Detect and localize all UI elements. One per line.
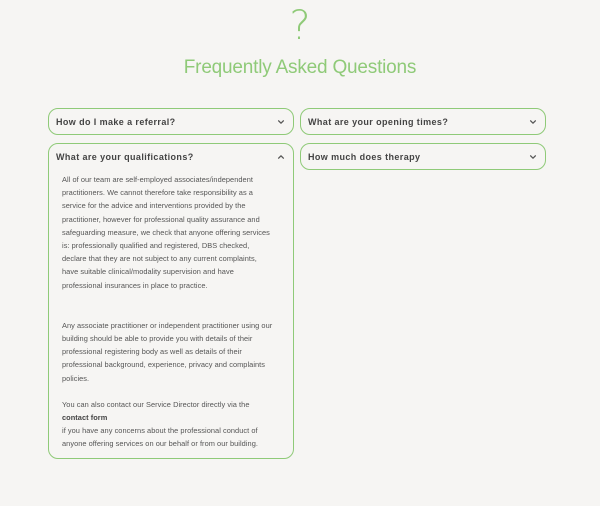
faq-item-opening-times[interactable] [300, 108, 546, 135]
answer-text: You can also contact our Service Director directly via the [62, 399, 250, 409]
chevron-down-icon[interactable] [528, 117, 538, 127]
faq-item-therapy-cost[interactable] [300, 143, 546, 170]
faq-question-text: How much does therapy [308, 152, 421, 162]
chevron-up-icon[interactable] [276, 152, 286, 162]
answer-paragraph: All of our team are self-employed associates/independent practitioners. We cannot therefore take responsibility as a service for the advice and interventions provided by the practitioner, however for professional quality assurance and safeguarding measure, we check that anyone offering services is: professionally qualified and registered, DBS checked, declare that they are not subject to any current complaints, have suitable clinical/modality supervision and have professional insurances in place to practice. [62, 175, 270, 290]
faq-question-text: What are your qualifications? [56, 152, 194, 162]
chevron-down-icon[interactable] [276, 117, 286, 127]
answer-paragraph [62, 398, 275, 451]
contact-form-link[interactable]: contact form [62, 413, 108, 423]
page-title: Frequently Asked Questions [183, 57, 417, 78]
faq-item-qualifications[interactable] [48, 143, 294, 459]
faq-answer [49, 170, 293, 451]
answer-text: if you have any concerns about the professional conduct of anyone offering services on our behalf or from our building. [62, 426, 258, 449]
chevron-down-icon[interactable] [528, 152, 538, 162]
question-mark-icon: ? [289, 3, 311, 49]
faq-item-referral[interactable] [48, 108, 294, 135]
faq-question-header[interactable] [49, 144, 293, 170]
faq-question-text: What are your opening times? [308, 117, 449, 127]
answer-paragraph: Any associate practitioner or independent practitioner using our building should be able to provide you with details of their professional registering body as well as details of their professional background, experience, privacy and complaints policies. [62, 320, 273, 383]
faq-question-header[interactable] [301, 109, 545, 135]
faq-question-header[interactable] [49, 109, 293, 135]
faq-question-header[interactable] [301, 144, 545, 170]
faq-question-text: How do I make a referral? [56, 117, 176, 127]
